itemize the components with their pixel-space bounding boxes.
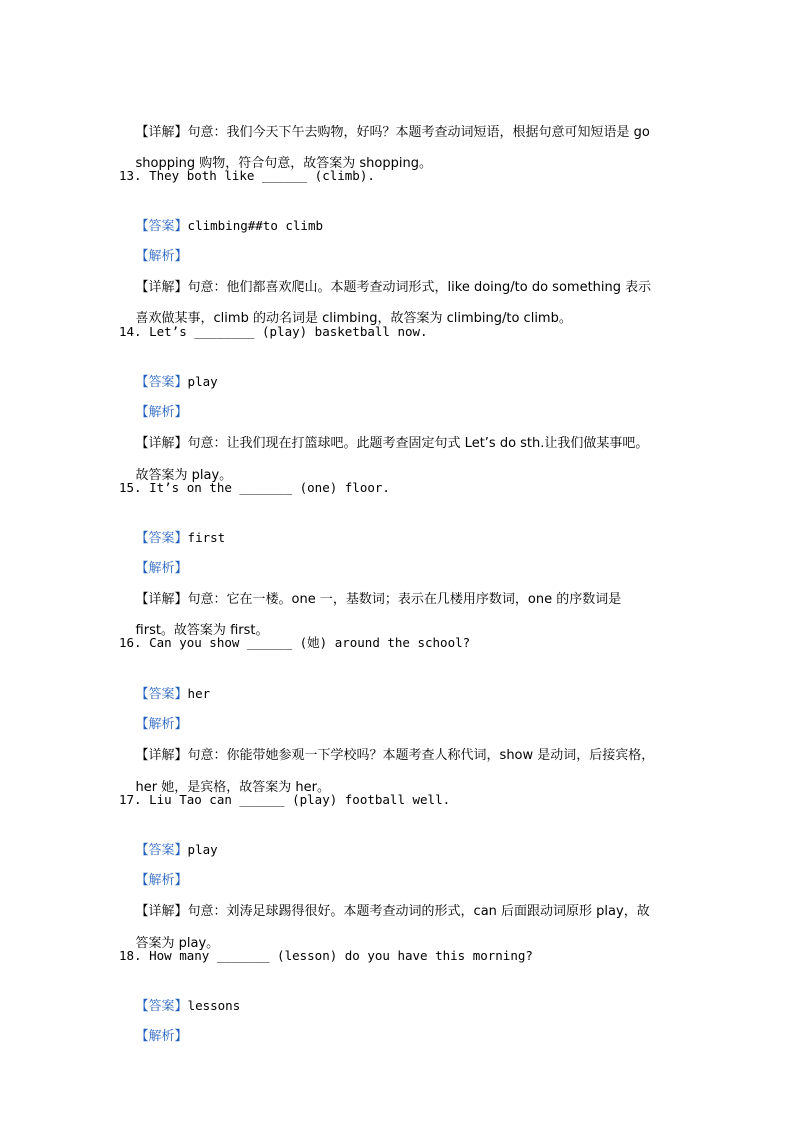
detail-text: 答案为 play。 bbox=[135, 936, 220, 951]
answer-text: her bbox=[187, 686, 211, 701]
detail-label: 【详解】 bbox=[135, 748, 188, 763]
detail-label: 【详解】 bbox=[135, 592, 188, 607]
detail-text: 句意：让我们现在打篮球吧。此题考查固定句式 Let’s do sth.让我们做某事吧。 bbox=[187, 436, 649, 451]
question-17: 17. Liu Tao can ______ (play) football well. bbox=[119, 792, 451, 807]
detail-label: 【详解】 bbox=[135, 436, 188, 451]
analysis-label: 【解析】 bbox=[135, 1029, 188, 1044]
detail-text: first。故答案为 first。 bbox=[135, 623, 269, 638]
answer-label: 【答案】 bbox=[135, 999, 188, 1014]
question-16: 16. Can you show ______ (她) around the school? bbox=[119, 635, 471, 650]
question-14: 14. Let’s ________ (play) basketball now. bbox=[119, 324, 428, 339]
detail-text: 句意：我们今天下午去购物，好吗？本题考查动词短语，根据句意可知短语是 go bbox=[187, 125, 650, 140]
detail-text: her 她，是宾格，故答案为 her。 bbox=[135, 780, 330, 795]
answer-text: climbing##to climb bbox=[187, 218, 324, 233]
question-13: 13. They both like ______ (climb). bbox=[119, 168, 375, 183]
answer-label: 【答案】 bbox=[135, 375, 188, 390]
analysis-label: 【解析】 bbox=[135, 405, 188, 420]
answer-label: 【答案】 bbox=[135, 687, 188, 702]
answer-label: 【答案】 bbox=[135, 843, 188, 858]
detail-text: 喜欢做某事，climb 的动名词是 climbing，故答案为 climbing/to climb。 bbox=[135, 311, 572, 326]
detail-label: 【详解】 bbox=[135, 125, 188, 140]
detail-text: 句意：刘涛足球踢得很好。本题考查动词的形式，can 后面跟动词原形 play，故 bbox=[187, 904, 650, 919]
question-18: 18. How many _______ (lesson) do you have this morning? bbox=[119, 948, 533, 963]
question-15: 15. It’s on the _______ (one) floor. bbox=[119, 480, 390, 495]
analysis-label: 【解析】 bbox=[135, 249, 188, 264]
analysis-label: 【解析】 bbox=[135, 717, 188, 732]
detail-text: shopping 购物，符合句意，故答案为 shopping。 bbox=[135, 156, 432, 171]
answer-text: play bbox=[187, 374, 218, 389]
analysis-label: 【解析】 bbox=[135, 561, 188, 576]
q18-analysis-line bbox=[119, 1007, 188, 1067]
detail-text: 句意：它在一楼。one 一，基数词；表示在几楼用序数词，one 的序数词是 bbox=[187, 592, 622, 607]
answer-label: 【答案】 bbox=[135, 531, 188, 546]
answer-label: 【答案】 bbox=[135, 219, 188, 234]
detail-label: 【详解】 bbox=[135, 280, 188, 295]
answer-text: play bbox=[187, 842, 218, 857]
answer-text: lessons bbox=[187, 998, 241, 1013]
detail-text: 句意：你能带她参观一下学校吗？本题考查人称代词，show 是动词，后接宾格， bbox=[187, 748, 655, 763]
detail-text: 句意：他们都喜欢爬山。本题考查动词形式，like doing/to do something 表示 bbox=[187, 280, 652, 295]
analysis-label: 【解析】 bbox=[135, 873, 188, 888]
detail-text: 故答案为 play。 bbox=[135, 468, 233, 483]
answer-text: first bbox=[187, 530, 226, 545]
detail-label: 【详解】 bbox=[135, 904, 188, 919]
